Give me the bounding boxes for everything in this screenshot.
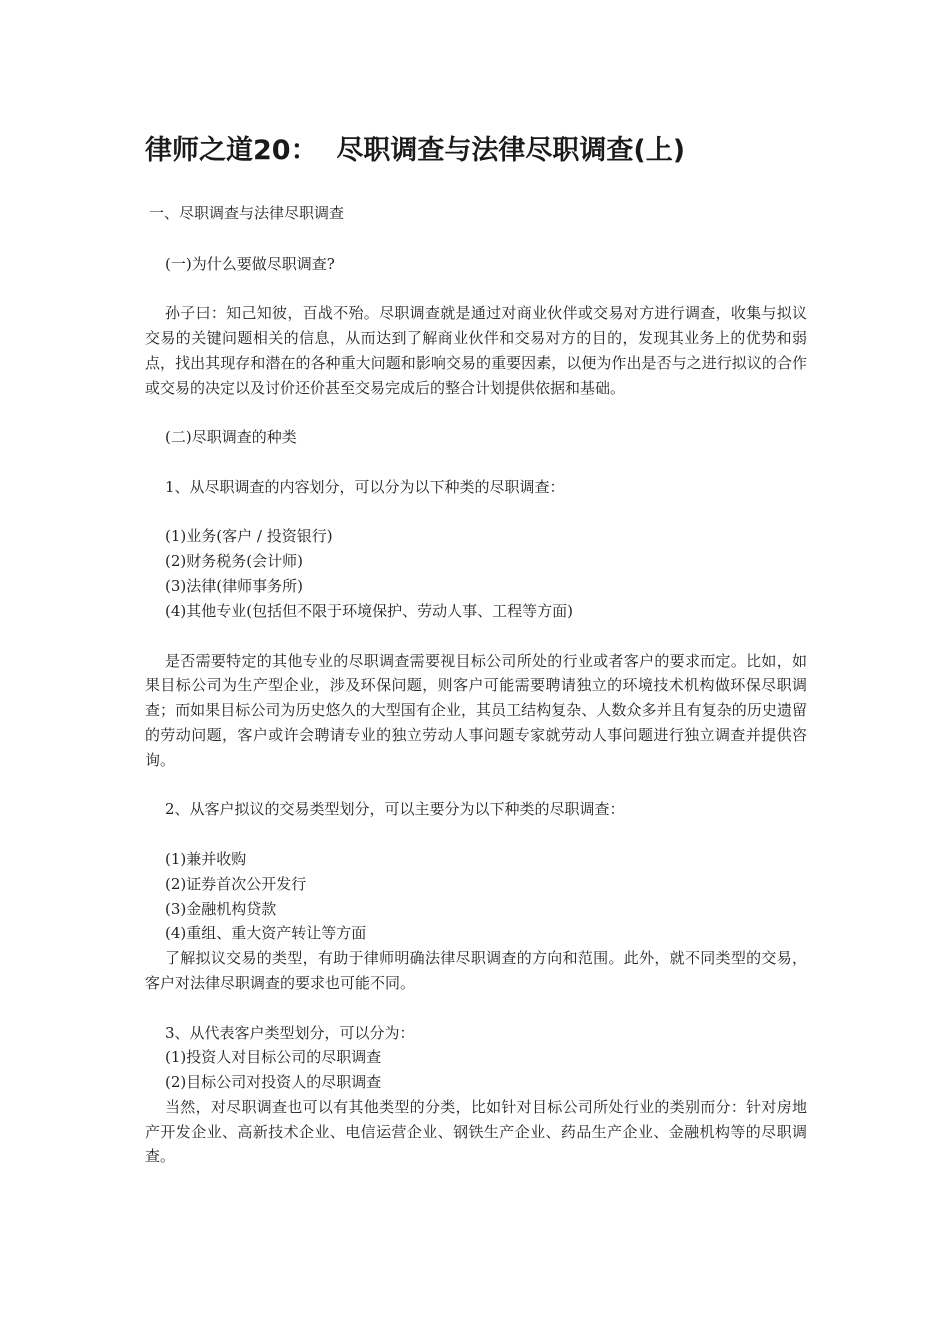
category-3-paragraph: 当然，对尽职调查也可以有其他类型的分类，比如针对目标公司所处行业的类别而分：针对房地产开发企业、高新技术企业、电信运营企业、钢铁生产企业、药品生产企业、金融机构等的尽职调查。 xyxy=(145,1097,807,1166)
list-item: (3)金融机构贷款 xyxy=(165,899,277,918)
category-1-list xyxy=(145,524,807,623)
list-item: (4)其他专业(包括但不限于环境保护、劳动人事、工程等方面) xyxy=(165,601,573,620)
document-page xyxy=(145,128,807,1169)
subsection-heading-types: (二)尽职调查的种类 xyxy=(165,428,297,447)
subsection-heading-why: (一)为什么要做尽职调查? xyxy=(165,254,335,273)
category-1-intro: 1、从尽职调查的内容划分，可以分为以下种类的尽职调查： xyxy=(165,477,565,496)
category-2-list xyxy=(145,847,807,946)
list-item: (1)投资人对目标公司的尽职调查 xyxy=(165,1048,382,1067)
category-1-paragraph: 是否需要特定的其他专业的尽职调查需要视目标公司所处的行业或者客户的要求而定。比如，如果目标公司为生产型企业，涉及环保问题，则客户可能需要聘请独立的环境技术机构做环保尽职调查；而如果目标公司为历史悠久的大型国有企业，其员工结构复杂、人数众多并且有复杂的历史遗留的劳动问题，客户或许会聘请专业的独立劳动人事问题专家就劳动人事问题进行独立调查并提供咨询。 xyxy=(145,651,807,769)
list-item: (4)重组、重大资产转让等方面 xyxy=(165,924,367,943)
document-title: 律师之道20： 尽职调查与法律尽职调查(上) xyxy=(145,135,686,166)
list-item: (2)目标公司对投资人的尽职调查 xyxy=(165,1073,382,1092)
category-2-intro: 2、从客户拟议的交易类型划分，可以主要分为以下种类的尽职调查： xyxy=(165,800,625,819)
list-item: (1)兼并收购 xyxy=(165,849,247,868)
category-2-paragraph: 了解拟议交易的类型，有助于律师明确法律尽职调查的方向和范围。此外，就不同类型的交易，客户对法律尽职调查的要求也可能不同。 xyxy=(145,949,807,992)
list-item: (3)法律(律师事务所) xyxy=(165,576,303,595)
paragraph-why: 孙子曰：知己知彼，百战不殆。尽职调查就是通过对商业伙伴或交易对方进行调查，收集与拟议交易的关键问题相关的信息，从而达到了解商业伙伴和交易对方的目的，发现其业务上的优势和弱点，找出其现存和潜在的各种重大问题和影响交易的重要因素，以便为作出是否与之进行拟议的合作或交易的决定以及讨价还价甚至交易完成后的整合计划提供依据和基础。 xyxy=(145,304,807,397)
section-heading: 一、尽职调查与法律尽职调查 xyxy=(149,204,345,222)
list-item: (1)业务(客户 / 投资银行) xyxy=(165,527,333,546)
category-3-intro: 3、从代表客户类型划分，可以分为： xyxy=(165,1023,415,1042)
list-item: (2)财务税务(会计师) xyxy=(165,552,303,571)
category-3-list xyxy=(145,1045,807,1095)
list-item: (2)证券首次公开发行 xyxy=(165,874,307,893)
